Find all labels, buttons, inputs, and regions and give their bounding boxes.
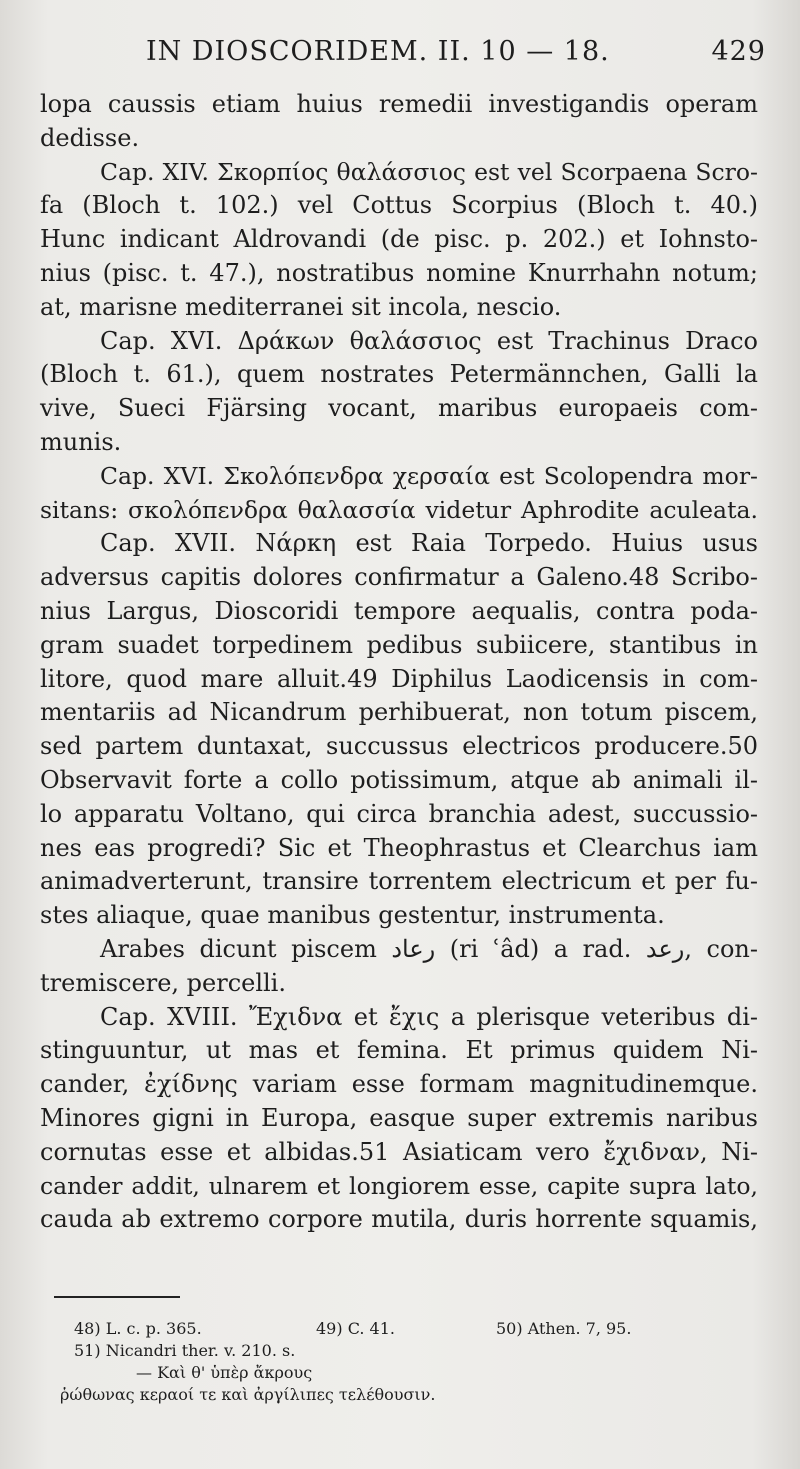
text-line: dedisse.: [40, 123, 140, 152]
text-line: sitans: σκολόπενδρα θαλασσία videtur Aphrodite aculeata.: [40, 495, 758, 524]
text-line: Minores gigni in Europa, easque super extremis naribus: [40, 1103, 758, 1132]
text-line: cander, ἐχίδνης variam esse formam magnitudinemque.: [40, 1070, 758, 1099]
text-line: adversus capitis dolores confirmatur a Galeno.48 Scribo-: [40, 563, 758, 592]
text-line: Cap. XVI. Σκολόπενδρα χερσαία est Scolopendra mor-: [100, 461, 758, 490]
text-line: nius Largus, Dioscoridi tempore aequalis, contra poda-: [40, 596, 758, 625]
running-title: IN DIOSCORIDEM. II. 10 — 18.: [146, 36, 610, 67]
text-line: mentariis ad Nicandrum perhibuerat, non totum piscem,: [40, 698, 758, 727]
text-line: fa (Bloch t. 102.) vel Cottus Scorpius (Bloch t. 40.): [40, 191, 758, 220]
footnote-51: 51) Nicandri ther. v. 210. s.: [74, 1341, 296, 1360]
text-line: stinguuntur, ut mas et femina. Et primus quidem Ni-: [40, 1036, 758, 1065]
text-line: cander addit, ulnarem et longiorem esse, capite supra lato,: [40, 1171, 758, 1200]
text-line: Cap. XIV. Σκορπίος θαλάσσιος est vel Scorpaena Scro-: [100, 157, 758, 186]
text-line: vive, Sueci Fjärsing vocant, maribus europaeis com-: [40, 394, 758, 423]
text-line: sed partem duntaxat, succussus electricos producere.50: [40, 732, 758, 761]
text-line: Cap. XVIII. Ἔχιδνα et ἔχις a plerisque veteribus di-: [100, 1002, 758, 1031]
text-line: nius (pisc. t. 47.), nostratibus nomine Knurrhahn notum;: [40, 258, 758, 287]
text-line: litore, quod mare alluit.49 Diphilus Laodicensis in com-: [40, 664, 758, 693]
footnote-rule: [54, 1296, 180, 1298]
text-line: stes aliaque, quae manibus gestentur, instrumenta.: [40, 901, 665, 930]
footnote-50: 50) Athen. 7, 95.: [496, 1319, 632, 1338]
running-header: [146, 36, 766, 76]
text-line: tremiscere, percelli.: [40, 968, 286, 997]
text-line: cornutas esse et albidas.51 Asiaticam vero ἔχιδναν, Ni-: [40, 1137, 758, 1166]
text-line: (Bloch t. 61.), quem nostrates Petermännchen, Galli la: [40, 360, 758, 389]
text-line: Hunc indicant Aldrovandi (de pisc. p. 202.) et Iohnsto-: [40, 225, 758, 254]
text-line: cauda ab extremo corpore mutila, duris horrente squamis,: [40, 1205, 758, 1234]
page-number: 429: [711, 36, 766, 67]
text-line: gram suadet torpedinem pedibus subiicere, stantibus in: [40, 630, 758, 659]
footnote-48: 48) L. c. p. 365.: [74, 1319, 202, 1338]
text-line: munis.: [40, 427, 122, 456]
footnote-49: 49) C. 41.: [316, 1319, 395, 1338]
text-line: Arabes dicunt piscem رعاد (ri ʿâd) a rad. رعد, con-: [100, 934, 758, 963]
text-line: Observavit forte a collo potissimum, atque ab animali il-: [40, 765, 758, 794]
text-line: nes eas progredi? Sic et Theophrastus et Clearchus iam: [40, 833, 758, 862]
text-line: at, marisne mediterranei sit incola, nescio.: [40, 292, 562, 321]
footnote-line: [60, 1318, 720, 1340]
footnote-verse-line: — Καὶ θ' ὑπὲρ ἄκρους: [136, 1363, 313, 1382]
text-line: lopa caussis etiam huius remedii investigandis operam: [40, 90, 758, 118]
text-line: Cap. XVII. Νάρκη est Raia Torpedo. Huius usus: [100, 529, 758, 558]
text-line: Cap. XVI. Δράκων θαλάσσιος est Trachinus Draco: [100, 326, 758, 355]
text-line: animadverterunt, transire torrentem electricum et per fu-: [40, 867, 758, 896]
footnote-line: [60, 1340, 720, 1362]
footnote-verse-line: ῥώθωνας κεραοί τε καὶ ἀργίλιπες τελέθουσιν.: [60, 1385, 436, 1404]
footnotes: [60, 1318, 720, 1406]
text-line: lo apparatu Voltano, qui circa branchia adest, succussio-: [40, 799, 758, 828]
main-text: [40, 88, 758, 1237]
